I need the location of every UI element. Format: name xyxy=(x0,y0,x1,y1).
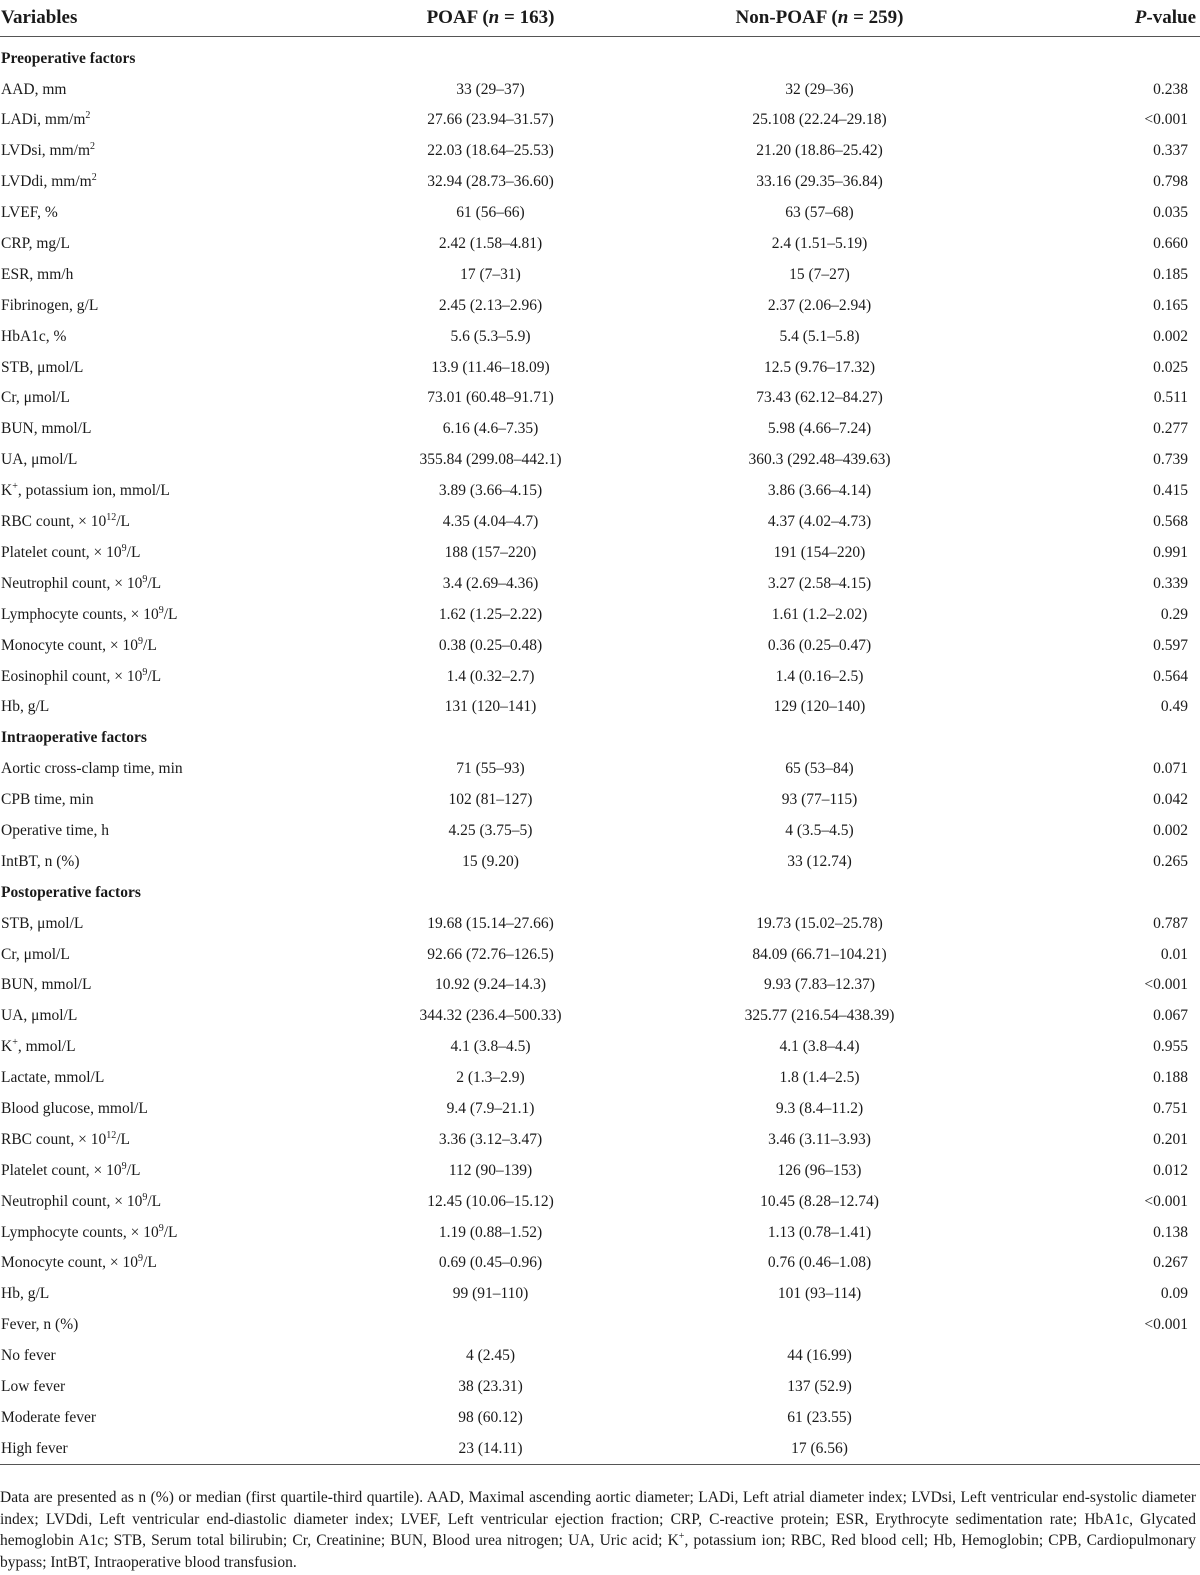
non-poaf-cell: 73.43 (62.12–84.27) xyxy=(756,389,883,407)
non-poaf-cell: 19.73 (15.02–25.78) xyxy=(756,914,883,932)
variable-cell: Monocyte count, × $10^9/L$ xyxy=(1,635,157,654)
p-value-cell: 0.188 xyxy=(1153,1069,1188,1087)
table-row xyxy=(0,290,1200,321)
header-row xyxy=(0,0,1200,37)
non-poaf-cell: 21.20 (18.86–25.42) xyxy=(756,142,883,160)
p-value-cell: 0.012 xyxy=(1153,1161,1188,1179)
poaf-cell: 0.69 (0.45–0.96) xyxy=(438,1254,543,1272)
table-row xyxy=(0,136,1200,167)
p-value-cell: 0.09 xyxy=(1160,1285,1188,1303)
non-poaf-cell: 126 (96–153) xyxy=(777,1161,862,1179)
p-value-cell: 0.751 xyxy=(1153,1099,1188,1117)
p-value-cell: 0.955 xyxy=(1153,1038,1188,1056)
table-row xyxy=(0,475,1200,506)
poaf-cell: 1.4 (0.32–2.7) xyxy=(446,667,535,685)
poaf-cell: 2.42 (1.58–4.81) xyxy=(438,235,543,253)
non-poaf-cell: 3.27 (2.58–4.15) xyxy=(767,574,872,592)
section-header-row xyxy=(0,723,1200,754)
non-poaf-cell: 1.13 (0.78–1.41) xyxy=(767,1223,872,1241)
non-poaf-cell: 9.93 (7.83–12.37) xyxy=(763,976,876,994)
poaf-cell: 344.32 (236.4–500.33) xyxy=(419,1007,562,1025)
table-row xyxy=(0,784,1200,815)
table-row xyxy=(0,1217,1200,1248)
poaf-cell: 4.1 (3.8–4.5) xyxy=(450,1038,531,1056)
non-poaf-cell xyxy=(603,1310,1036,1341)
p-value-cell: 0.29 xyxy=(1160,605,1188,623)
poaf-cell: 38 (23.31) xyxy=(458,1377,523,1395)
table-row xyxy=(0,1371,1200,1402)
poaf-cell: 3.36 (3.12–3.47) xyxy=(438,1130,543,1148)
table-row xyxy=(0,630,1200,661)
header-variables: Variables xyxy=(0,0,318,37)
non-poaf-cell: 0.76 (0.46–1.08) xyxy=(767,1254,872,1272)
poaf-cell: 73.01 (60.48–91.71) xyxy=(427,389,554,407)
non-poaf-cell: 4.1 (3.8–4.4) xyxy=(779,1038,860,1056)
poaf-cell: 61 (56–66) xyxy=(456,204,525,222)
variable-cell: Neutrophil count, × $10^9/L$ xyxy=(1,1191,162,1210)
table-footnote: Data are presented as n (%) or median (first quartile-third quartile). AAD, Maximal ascending aortic diameter; LADi, Left atrial diameter index; LVDsi, Left ventricular end-systolic diameter index; LVDdi, Left ventricular end-diastolic diameter index; LVEF, Left ventricular ejection fraction; CRP, C-reactive protein; ESR, Erythrocyte sedimentation rate; HbA1c, Glycated hemoglobin A1c; STB, Serum total bilirubin; Cr, Creatinine; BUN, Blood urea nitrogen; UA, Uric acid; K+, potassium ion; RBC, Red blood cell; Hb, Hemoglobin; CPB, Cardiopulmonary bypass; IntBT, Intraoperative blood transfusion. xyxy=(0,1489,1196,1571)
p-value-cell: 0.201 xyxy=(1153,1130,1188,1148)
variable-cell: Intraoperative factors xyxy=(1,729,147,747)
non-poaf-cell: 84.09 (66.71–104.21) xyxy=(752,945,887,963)
poaf-cell: 2 (1.3–2.9) xyxy=(456,1069,525,1087)
table-row xyxy=(0,908,1200,939)
p-value-cell xyxy=(1036,877,1200,908)
variable-cell: Fibrinogen, g/L xyxy=(1,296,99,314)
p-value-cell xyxy=(1036,723,1200,754)
variable-cell: Eosinophil count, × $10^9/L$ xyxy=(1,666,162,685)
p-value-cell: <0.001 xyxy=(1144,1316,1188,1334)
table-row xyxy=(0,1279,1200,1310)
table-row xyxy=(0,259,1200,290)
section-header-row xyxy=(0,877,1200,908)
non-poaf-cell: 17 (6.56) xyxy=(603,1433,1036,1464)
p-value-cell: 0.002 xyxy=(1153,327,1188,345)
variable-cell: Blood glucose, mmol/L xyxy=(1,1099,148,1117)
table-row xyxy=(0,445,1200,476)
non-poaf-cell: 61 (23.55) xyxy=(787,1408,852,1426)
p-value-cell: 0.185 xyxy=(1153,265,1188,283)
p-value-cell: 0.415 xyxy=(1153,482,1188,500)
p-value-cell xyxy=(1036,1340,1200,1371)
p-value-cell: 0.138 xyxy=(1153,1223,1188,1241)
variable-cell: LADi, $mm/m^2$ xyxy=(1,110,91,129)
poaf-cell: 9.4 (7.9–21.1) xyxy=(446,1099,535,1117)
p-value-cell: 0.787 xyxy=(1153,914,1188,932)
non-poaf-cell xyxy=(603,37,1036,74)
poaf-cell: 4.25 (3.75–5) xyxy=(448,821,533,839)
poaf-cell: 98 (60.12) xyxy=(458,1408,523,1426)
poaf-cell: 33 (29–37) xyxy=(456,80,525,98)
poaf-cell xyxy=(318,877,603,908)
p-value-cell: 0.277 xyxy=(1153,420,1188,438)
non-poaf-cell: 191 (154–220) xyxy=(773,543,866,561)
table-row xyxy=(0,661,1200,692)
non-poaf-cell: 0.36 (0.25–0.47) xyxy=(767,636,872,654)
poaf-cell: 131 (120–141) xyxy=(444,698,537,716)
poaf-cell: 12.45 (10.06–15.12) xyxy=(427,1192,554,1210)
p-value-cell xyxy=(1036,37,1200,74)
p-value-cell: 0.337 xyxy=(1153,142,1188,160)
table-row xyxy=(0,1186,1200,1217)
p-value-cell: 0.49 xyxy=(1160,698,1188,716)
section-header-row xyxy=(0,37,1200,74)
variable-cell: Monocyte count, × $10^9/L$ xyxy=(1,1253,157,1272)
table-row xyxy=(0,1032,1200,1063)
non-poaf-cell: 63 (57–68) xyxy=(785,204,854,222)
p-value-cell: 0.798 xyxy=(1153,173,1188,191)
variable-cell: K+, mmol/L xyxy=(1,1037,76,1056)
table-row xyxy=(0,506,1200,537)
table-body xyxy=(0,37,1200,1465)
non-poaf-cell: 4 (3.5–4.5) xyxy=(785,821,854,839)
header-poaf: POAF (n = 163) xyxy=(318,0,603,37)
p-value-cell: <0.001 xyxy=(1144,111,1188,129)
poaf-cell: 2.45 (2.13–2.96) xyxy=(438,296,543,314)
variable-cell: Postoperative factors xyxy=(1,883,141,901)
p-value-cell: 0.042 xyxy=(1153,791,1188,809)
table-row xyxy=(0,1433,1200,1464)
non-poaf-cell: 10.45 (8.28–12.74) xyxy=(760,1192,879,1210)
non-poaf-cell: 33 (12.74) xyxy=(787,852,852,870)
non-poaf-cell: 32 (29–36) xyxy=(785,80,854,98)
table-row xyxy=(0,1248,1200,1279)
p-value-cell: 0.067 xyxy=(1153,1007,1188,1025)
p-value-cell xyxy=(1036,1402,1200,1433)
p-value-cell: 0.564 xyxy=(1153,667,1188,685)
p-value-cell: 0.267 xyxy=(1153,1254,1188,1272)
p-value-cell: 0.660 xyxy=(1153,235,1188,253)
table-row xyxy=(0,74,1200,105)
poaf-cell: 32.94 (28.73–36.60) xyxy=(427,173,554,191)
poaf-cell xyxy=(318,1310,603,1341)
variable-cell: Lymphocyte counts, × $10^9/L$ xyxy=(1,604,178,623)
poaf-cell: 4.35 (4.04–4.7) xyxy=(442,513,539,531)
non-poaf-cell: 25.108 (22.24–29.18) xyxy=(752,111,887,129)
p-value-cell: 0.739 xyxy=(1153,451,1188,469)
variable-cell: Hb, g/L xyxy=(1,698,50,716)
poaf-cell: 112 (90–139) xyxy=(448,1161,533,1179)
table-row xyxy=(0,1340,1200,1371)
non-poaf-cell: 4.37 (4.02–4.73) xyxy=(767,513,872,531)
poaf-cell: 23 (14.11) xyxy=(318,1433,603,1464)
variable-cell: Operative time, h xyxy=(1,821,110,839)
p-value-cell: 0.01 xyxy=(1160,945,1188,963)
variable-cell: Cr, μmol/L xyxy=(1,945,70,963)
table-row xyxy=(0,753,1200,784)
poaf-cell: 27.66 (23.94–31.57) xyxy=(427,111,554,129)
header-non-poaf: Non-POAF (n = 259) xyxy=(603,0,1036,37)
non-poaf-cell: 44 (16.99) xyxy=(787,1347,852,1365)
table-row xyxy=(0,1062,1200,1093)
table-row xyxy=(0,1402,1200,1433)
poaf-cell: 3.89 (3.66–4.15) xyxy=(438,482,543,500)
non-poaf-cell xyxy=(603,877,1036,908)
table-row xyxy=(0,568,1200,599)
table-row xyxy=(0,352,1200,383)
non-poaf-cell: 1.61 (1.2–2.02) xyxy=(771,605,868,623)
table-row xyxy=(0,414,1200,445)
poaf-cell: 1.62 (1.25–2.22) xyxy=(438,605,543,623)
table-row xyxy=(0,1310,1200,1341)
variable-cell: Platelet count, × $10^9/L$ xyxy=(1,542,141,561)
non-poaf-cell: 5.4 (5.1–5.8) xyxy=(779,327,860,345)
poaf-cell: 15 (9.20) xyxy=(462,852,519,870)
table-row xyxy=(0,1001,1200,1032)
variable-cell: CRP, mg/L xyxy=(1,235,70,253)
variable-cell: Lymphocyte counts, × $10^9/L$ xyxy=(1,1222,178,1241)
variable-cell: STB, μmol/L xyxy=(1,358,84,376)
table-row xyxy=(0,1124,1200,1155)
poaf-cell: 71 (55–93) xyxy=(456,760,525,778)
poaf-cell xyxy=(318,37,603,74)
variable-cell: HbA1c, % xyxy=(1,327,67,345)
variable-cell: CPB time, min xyxy=(1,791,94,809)
p-value-cell: 0.991 xyxy=(1153,543,1188,561)
poaf-cell: 6.16 (4.6–7.35) xyxy=(442,420,539,438)
variable-cell: Hb, g/L xyxy=(1,1285,50,1303)
non-poaf-cell: 33.16 (29.35–36.84) xyxy=(756,173,883,191)
variable-cell: LVDdi, $mm/m^2$ xyxy=(1,172,97,191)
poaf-cell: 10.92 (9.24–14.3) xyxy=(434,976,547,994)
p-value-cell: 0.568 xyxy=(1153,513,1188,531)
poaf-cell: 99 (91–110) xyxy=(452,1285,529,1303)
table-row xyxy=(0,1155,1200,1186)
table-row xyxy=(0,1093,1200,1124)
non-poaf-cell xyxy=(603,723,1036,754)
poaf-cell: 92.66 (72.76–126.5) xyxy=(427,945,554,963)
variable-cell: AAD, mm xyxy=(1,80,67,98)
poaf-cell: 17 (7–31) xyxy=(460,265,521,283)
table-row xyxy=(0,692,1200,723)
non-poaf-cell: 101 (93–114) xyxy=(777,1285,862,1303)
table-row xyxy=(0,970,1200,1001)
non-poaf-cell: 3.86 (3.66–4.14) xyxy=(767,482,872,500)
table-row xyxy=(0,197,1200,228)
non-poaf-cell: 1.4 (0.16–2.5) xyxy=(775,667,864,685)
table-row xyxy=(0,321,1200,352)
variable-cell: STB, μmol/L xyxy=(1,914,84,932)
variable-cell: Moderate fever xyxy=(1,1408,97,1426)
poaf-cell: 4 (2.45) xyxy=(465,1347,516,1365)
variable-cell: BUN, mmol/L xyxy=(1,976,92,994)
p-value-cell: 0.339 xyxy=(1153,574,1188,592)
poaf-cell: 355.84 (299.08–442.1) xyxy=(419,451,562,469)
variable-cell: Aortic cross-clamp time, min xyxy=(1,760,183,778)
non-poaf-cell: 65 (53–84) xyxy=(785,760,854,778)
p-value-cell: 0.002 xyxy=(1153,821,1188,839)
p-value-cell: <0.001 xyxy=(1144,976,1188,994)
variable-cell: BUN, mmol/L xyxy=(1,420,92,438)
variable-cell: Preoperative factors xyxy=(1,49,136,67)
variable-cell: K+, potassium ion, mmol/L xyxy=(1,481,170,500)
table-row xyxy=(0,105,1200,136)
variable-cell: UA, μmol/L xyxy=(1,451,78,469)
p-value-cell: 0.165 xyxy=(1153,296,1188,314)
variable-cell: LVEF, % xyxy=(1,204,58,222)
table-row xyxy=(0,815,1200,846)
variable-cell: UA, μmol/L xyxy=(1,1007,78,1025)
p-value-cell xyxy=(1036,1371,1200,1402)
table-row xyxy=(0,167,1200,198)
p-value-cell: 0.238 xyxy=(1153,80,1188,98)
non-poaf-cell: 12.5 (9.76–17.32) xyxy=(763,358,876,376)
table-row xyxy=(0,939,1200,970)
non-poaf-cell: 325.77 (216.54–438.39) xyxy=(744,1007,895,1025)
poaf-cell: 22.03 (18.64–25.53) xyxy=(427,142,554,160)
p-value-cell: 0.265 xyxy=(1153,852,1188,870)
poaf-cell: 0.38 (0.25–0.48) xyxy=(438,636,543,654)
non-poaf-cell: 2.4 (1.51–5.19) xyxy=(771,235,868,253)
poaf-cell: 188 (157–220) xyxy=(444,543,537,561)
p-value-cell: 0.511 xyxy=(1153,389,1188,407)
variable-cell: Low fever xyxy=(1,1377,66,1395)
variable-cell: High fever xyxy=(0,1433,318,1464)
poaf-cell: 13.9 (11.46–18.09) xyxy=(431,358,550,376)
variable-cell: Lactate, mmol/L xyxy=(1,1069,105,1087)
p-value-cell: 0.071 xyxy=(1153,760,1188,778)
non-poaf-cell: 137 (52.9) xyxy=(787,1377,852,1395)
p-value-cell: 0.035 xyxy=(1153,204,1188,222)
non-poaf-cell: 1.8 (1.4–2.5) xyxy=(779,1069,860,1087)
variable-cell: Fever, n (%) xyxy=(1,1316,79,1334)
variable-cell: ESR, mm/h xyxy=(1,265,74,283)
variable-cell: Cr, μmol/L xyxy=(1,389,70,407)
variable-cell: No fever xyxy=(1,1347,56,1365)
poaf-cell: 3.4 (2.69–4.36) xyxy=(442,574,539,592)
p-value-cell: 0.597 xyxy=(1153,636,1188,654)
poaf-cell: 102 (81–127) xyxy=(448,791,533,809)
poaf-cell: 5.6 (5.3–5.9) xyxy=(450,327,531,345)
poaf-cell: 19.68 (15.14–27.66) xyxy=(427,914,554,932)
non-poaf-cell: 5.98 (4.66–7.24) xyxy=(767,420,872,438)
variable-cell: Platelet count, × $10^9/L$ xyxy=(1,1160,141,1179)
poaf-cell xyxy=(318,723,603,754)
header-p-value: P-value xyxy=(1036,0,1200,37)
p-value-cell xyxy=(1036,1433,1200,1464)
p-value-cell: 0.025 xyxy=(1153,358,1188,376)
table-row xyxy=(0,599,1200,630)
non-poaf-cell: 360.3 (292.48–439.63) xyxy=(748,451,891,469)
table-row xyxy=(0,846,1200,877)
variable-cell: RBC count, × $10^{12}/L$ xyxy=(1,1129,130,1148)
p-value-cell: <0.001 xyxy=(1144,1192,1188,1210)
variable-cell: Neutrophil count, × $10^9/L$ xyxy=(1,573,162,592)
non-poaf-cell: 15 (7–27) xyxy=(789,265,850,283)
non-poaf-cell: 129 (120–140) xyxy=(773,698,866,716)
poaf-cell: 1.19 (0.88–1.52) xyxy=(438,1223,543,1241)
table-row xyxy=(0,537,1200,568)
non-poaf-cell: 3.46 (3.11–3.93) xyxy=(768,1130,871,1148)
table-row xyxy=(0,383,1200,414)
table-row xyxy=(0,228,1200,259)
variable-cell: IntBT, n (%) xyxy=(1,852,80,870)
non-poaf-cell: 9.3 (8.4–11.2) xyxy=(775,1099,864,1117)
non-poaf-cell: 2.37 (2.06–2.94) xyxy=(767,296,872,314)
non-poaf-cell: 93 (77–115) xyxy=(781,791,858,809)
variable-cell: RBC count, × $10^{12}/L$ xyxy=(1,512,130,531)
variable-cell: LVDsi, $mm/m^2$ xyxy=(1,141,95,160)
